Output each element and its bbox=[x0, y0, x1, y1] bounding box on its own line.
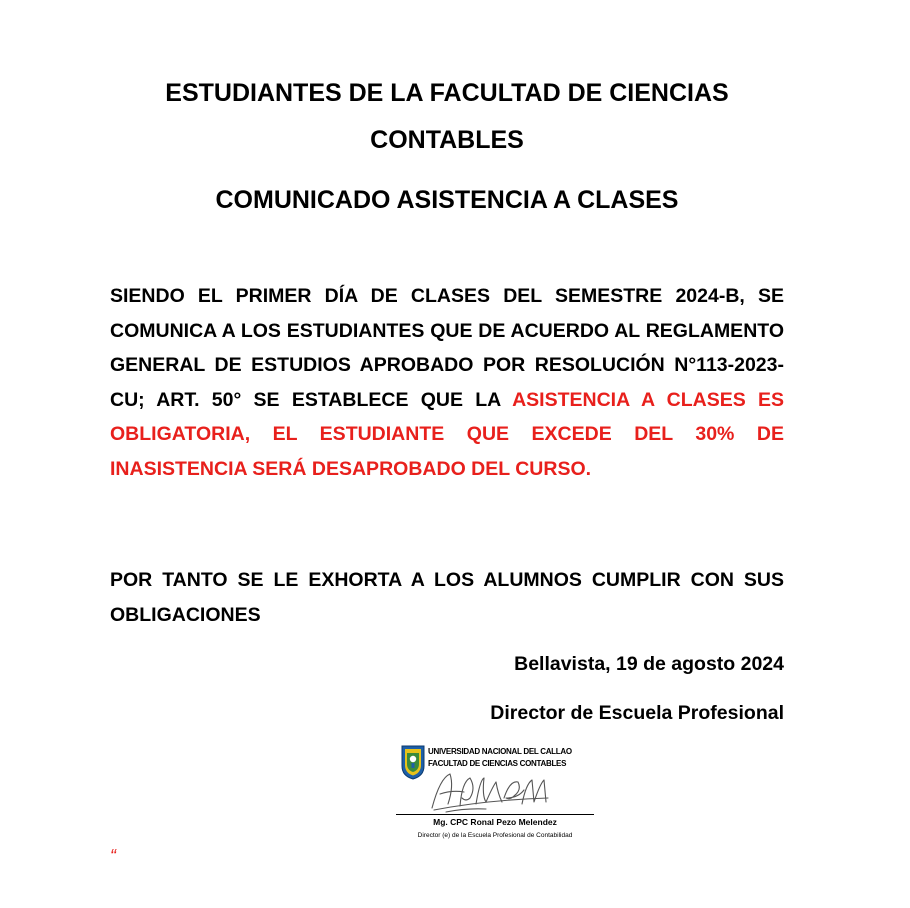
announcement-paragraph bbox=[110, 279, 784, 486]
document-title: ESTUDIANTES DE LA FACULTAD DE CIENCIAS CONTABLES bbox=[165, 79, 729, 154]
attendance-warning-text: ASISTENCIA A CLASES ES OBLIGATORIA, EL ESTUDIANTE QUE EXCEDE DEL 30% DE INASISTENCIA SERÁ DESAPROBADO DEL CURSO. bbox=[110, 388, 784, 480]
announcement-intro-text: SIENDO EL PRIMER DÍA DE CLASES DEL SEMESTRE 2024-B, SE COMUNICA A LOS ESTUDIANTES QUE DE ACUERDO AL REGLAMENTO GENERAL DE ESTUDIOS APROBADO POR RESOLUCIÓN N°113-2023-CU; ART. 50° SE ESTABLECE QUE LA bbox=[110, 285, 784, 411]
quote-mark: “ bbox=[110, 846, 116, 866]
exhortation-paragraph: POR TANTO SE LE EXHORTA A LOS ALUMNOS CUMPLIR CON SUS OBLIGACIONES bbox=[110, 569, 784, 626]
university-seal-icon bbox=[400, 744, 426, 780]
place-date: Bellavista, 19 de agosto 2024 bbox=[514, 653, 784, 675]
signature-line bbox=[396, 814, 594, 815]
handwritten-signature bbox=[426, 768, 556, 818]
signatory-name: Mg. CPC Ronal Pezo Melendez bbox=[433, 817, 557, 827]
signatory-role: Director de Escuela Profesional bbox=[490, 702, 784, 724]
institution-name: UNIVERSIDAD NACIONAL DEL CALLAO bbox=[428, 747, 572, 756]
signature-block bbox=[396, 742, 604, 842]
faculty-name: FACULTAD DE CIENCIAS CONTABLES bbox=[428, 759, 567, 768]
signatory-title: Director (e) de la Escuela Profesional de Contabilidad bbox=[417, 832, 573, 839]
document-subtitle: COMUNICADO ASISTENCIA A CLASES bbox=[215, 186, 679, 214]
